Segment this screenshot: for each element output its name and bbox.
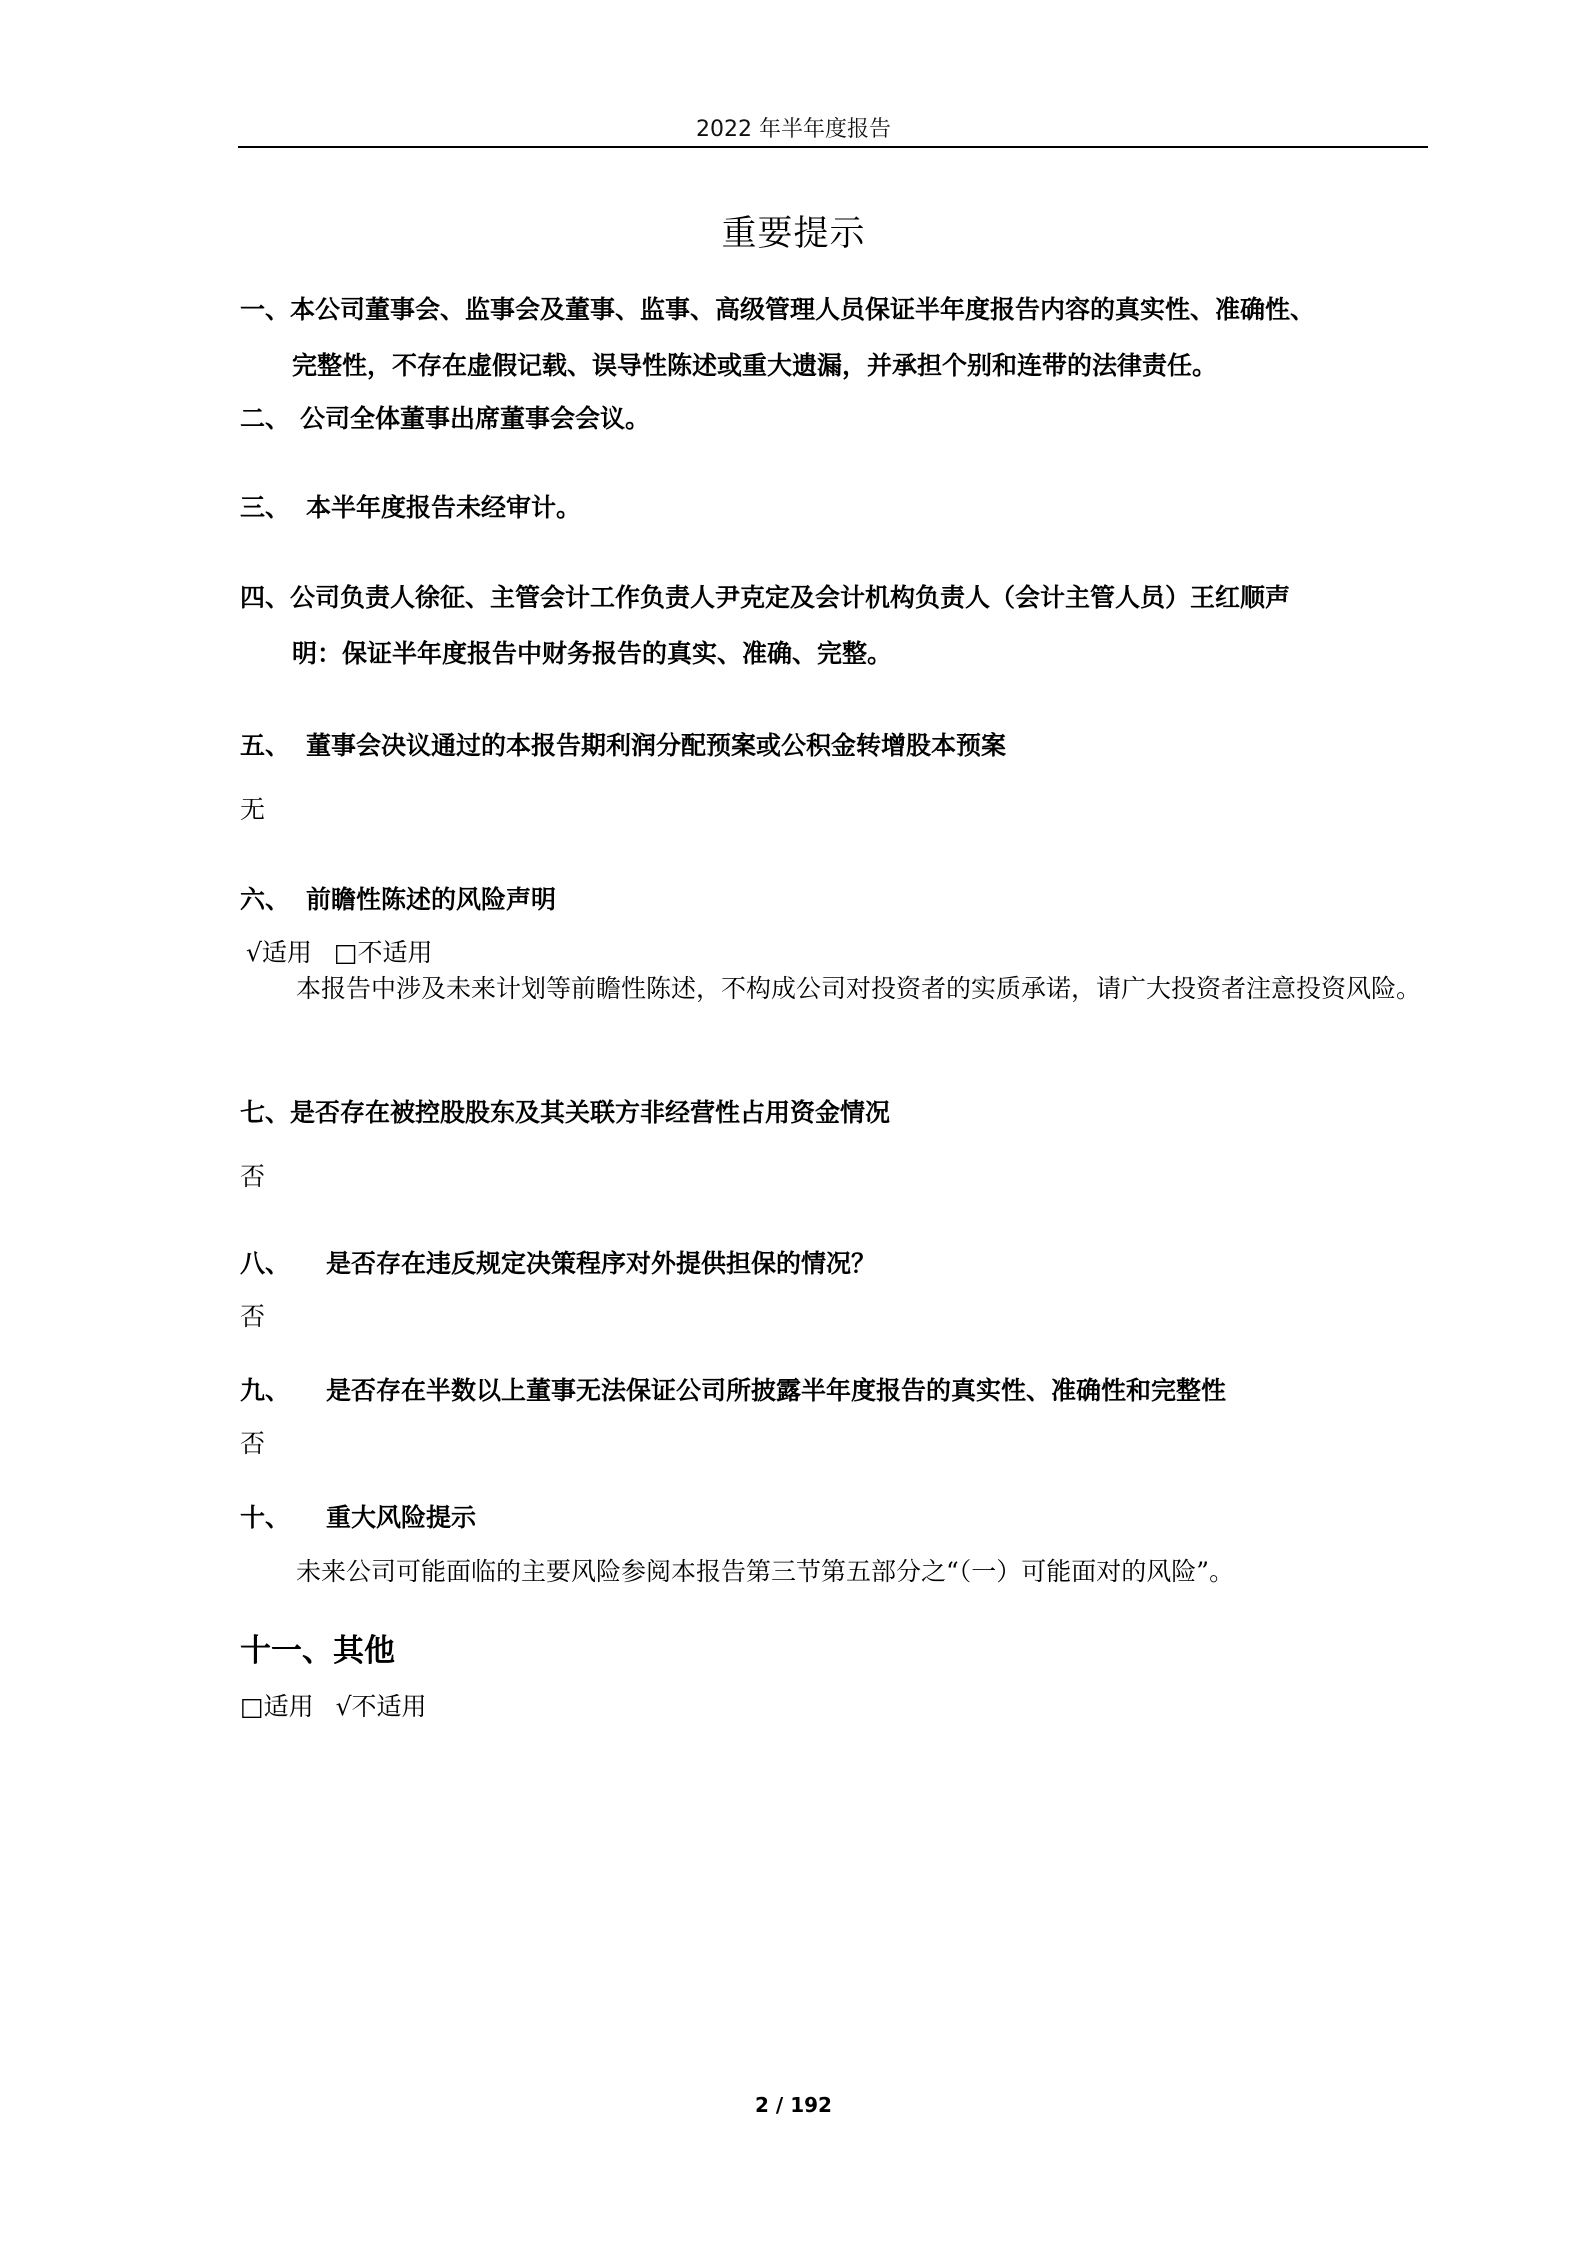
item-8-answer: 否 (240, 1302, 266, 1331)
item-text: 前瞻性陈述的风险声明 (306, 885, 557, 914)
notice-item-10 (240, 1490, 1430, 1546)
page-number: 2 / 192 (755, 2093, 832, 2117)
notice-item-1 (240, 282, 1430, 394)
notice-item-6 (240, 872, 1430, 928)
notice-item-9 (240, 1363, 1430, 1419)
notice-item-11 (240, 1625, 395, 1670)
item-number: 八、 (240, 1249, 291, 1278)
not-applicable-checked: √不适用 (335, 1692, 427, 1721)
item-10-paragraph: 未来公司可能面临的主要风险参阅本报告第三节第五部分之“（一）可能面对的风险”。 (296, 1557, 1235, 1586)
item-number: 五、 (240, 731, 291, 760)
item-number: 十一、 (240, 1633, 333, 1669)
running-header: 2022 年半年度报告 (696, 117, 891, 142)
item-number: 三、 (240, 493, 291, 522)
item-9-answer: 否 (240, 1429, 266, 1458)
item-text: 本公司董事会、监事会及董事、监事、高级管理人员保证半年度报告内容的真实性、准确性、 (290, 295, 1316, 324)
applicable-unchecked: □适用 (240, 1692, 314, 1721)
item-text: 是否存在半数以上董事无法保证公司所披露半年度报告的真实性、准确性和完整性 (326, 1376, 1227, 1405)
applicable-checked: √适用 (246, 938, 312, 967)
item-number: 七、 (240, 1098, 291, 1127)
notice-item-8 (240, 1236, 1430, 1292)
notice-item-5 (240, 718, 1430, 774)
item-number: 一、 (240, 295, 291, 324)
item-number: 十、 (240, 1503, 291, 1532)
item-number: 九、 (240, 1376, 291, 1405)
notice-item-4 (240, 570, 1430, 682)
item-number: 二、 (240, 404, 291, 433)
item-7-answer: 否 (240, 1162, 266, 1191)
item-text: 其他 (333, 1633, 395, 1669)
item-text: 是否存在被控股股东及其关联方非经营性占用资金情况 (290, 1098, 891, 1127)
item-5-answer: 无 (240, 795, 266, 824)
item-number: 四、 (240, 583, 291, 612)
item-6-checkboxes (246, 934, 1436, 972)
item-text: 董事会决议通过的本报告期利润分配预案或公积金转增股本预案 (306, 731, 1007, 760)
item-number: 六、 (240, 885, 291, 914)
item-text: 重大风险提示 (326, 1503, 477, 1532)
item-6-paragraph: 本报告中涉及未来计划等前瞻性陈述，不构成公司对投资者的实质承诺，请广大投资者注意投资风险。 (296, 974, 1422, 1003)
item-11-checkboxes (240, 1688, 1430, 1726)
not-applicable-unchecked: □不适用 (333, 938, 433, 967)
notice-item-2 (240, 391, 1430, 447)
item-text: 公司负责人徐征、主管会计工作负责人尹克定及会计机构负责人（会计主管人员）王红顺声 (290, 583, 1291, 612)
item-text-continued: 明：保证半年度报告中财务报告的真实、准确、完整。 (292, 639, 893, 668)
item-text: 是否存在违反规定决策程序对外提供担保的情况？ (326, 1249, 877, 1278)
header-divider (238, 146, 1428, 148)
page-title: 重要提示 (721, 214, 866, 254)
item-text: 公司全体董事出席董事会会议。 (300, 404, 651, 433)
item-text-continued: 完整性，不存在虚假记载、误导性陈述或重大遗漏，并承担个别和连带的法律责任。 (292, 351, 1218, 380)
notice-item-3 (240, 480, 1430, 536)
notice-item-7 (240, 1085, 1430, 1141)
item-text: 本半年度报告未经审计。 (306, 493, 582, 522)
